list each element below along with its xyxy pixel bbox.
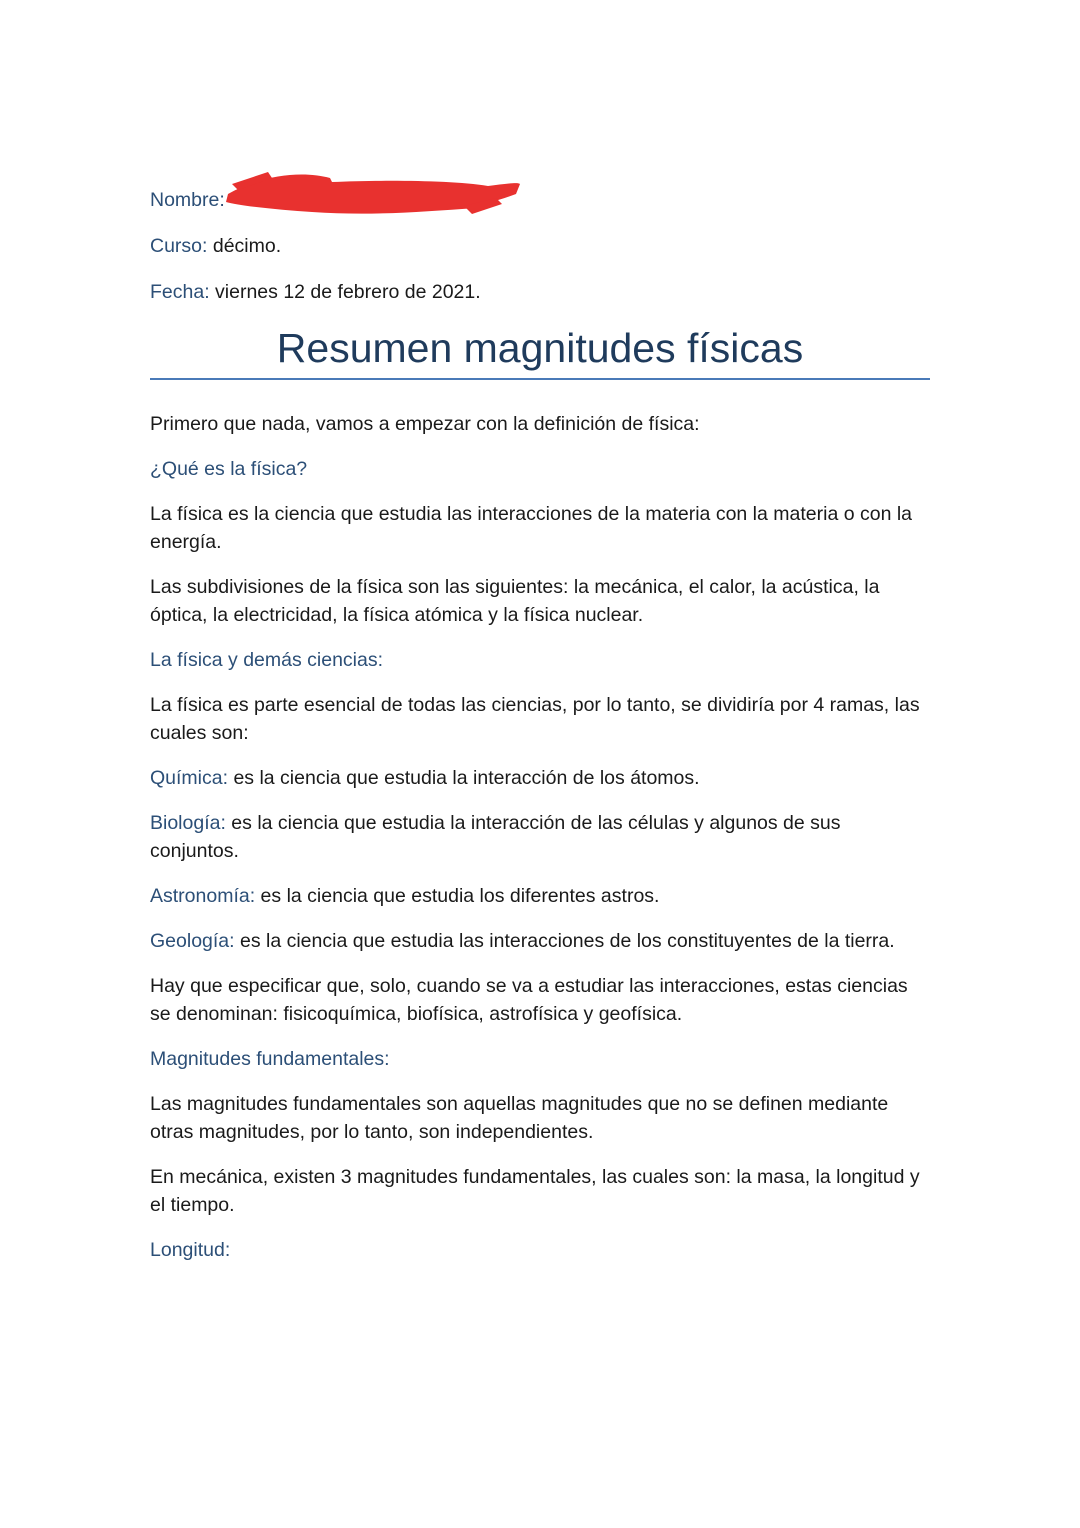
fundamentals-paragraph: Las magnitudes fundamentales son aquellas magnitudes que no se definen mediante otras magnitudes, por lo tanto, son independientes. bbox=[150, 1093, 889, 1143]
heading-magnitudes-fundamentales: Magnitudes fundamentales: bbox=[150, 1048, 390, 1070]
definition-paragraph: La física es la ciencia que estudia las interacciones de la materia con la materia o con la energía. bbox=[150, 503, 913, 553]
heading-que-es-fisica: ¿Qué es la física? bbox=[150, 458, 308, 480]
quimica-text: es la ciencia que estudia la interacción de los átomos. bbox=[228, 767, 700, 789]
heading-longitud: Longitud: bbox=[150, 1239, 231, 1261]
name-line bbox=[150, 186, 930, 214]
document-body bbox=[150, 410, 930, 1264]
redaction-scribble bbox=[220, 172, 520, 232]
intro-paragraph: Primero que nada, vamos a empezar con la definición de física: bbox=[150, 413, 700, 435]
astronomia-item bbox=[150, 882, 930, 910]
fecha-line bbox=[150, 278, 930, 306]
mechanics-paragraph: En mecánica, existen 3 magnitudes fundamentales, las cuales son: la masa, la longitud y el tiempo. bbox=[150, 1166, 920, 1216]
biologia-text: es la ciencia que estudia la interacción de las células y algunos de sus conjuntos. bbox=[150, 812, 841, 862]
heading-fisica-ciencias: La física y demás ciencias: bbox=[150, 649, 384, 671]
name-label: Nombre: bbox=[150, 189, 225, 211]
document-title: Resumen magnitudes físicas bbox=[276, 325, 804, 371]
curso-label: Curso: bbox=[150, 235, 208, 257]
quimica-label: Química: bbox=[150, 767, 229, 789]
title-block bbox=[150, 322, 930, 380]
specify-paragraph: Hay que especificar que, solo, cuando se va a estudiar las interacciones, estas ciencias se denominan: fisicoquímica, biofísica, astrofísica y geofísica. bbox=[150, 975, 908, 1025]
curso-value: décimo. bbox=[207, 235, 282, 257]
biologia-item bbox=[150, 809, 930, 865]
subdivisions-paragraph: Las subdivisiones de la física son las siguientes: la mecánica, el calor, la acústica, la óptica, la electricidad, la física atómica y la física nuclear. bbox=[150, 576, 880, 626]
geologia-item bbox=[150, 927, 930, 955]
fecha-value: viernes 12 de febrero de 2021. bbox=[209, 281, 481, 303]
geologia-text: es la ciencia que estudia las interacciones de los constituyentes de la tierra. bbox=[234, 930, 895, 952]
astronomia-text: es la ciencia que estudia los diferentes astros. bbox=[255, 885, 660, 907]
branches-paragraph: La física es parte esencial de todas las ciencias, por lo tanto, se dividiría por 4 ramas, las cuales son: bbox=[150, 694, 920, 744]
fecha-label: Fecha: bbox=[150, 281, 210, 303]
document-page bbox=[150, 186, 930, 1281]
quimica-item bbox=[150, 764, 930, 792]
geologia-label: Geología: bbox=[150, 930, 235, 952]
astronomia-label: Astronomía: bbox=[150, 885, 256, 907]
curso-line bbox=[150, 232, 930, 260]
biologia-label: Biología: bbox=[150, 812, 226, 834]
